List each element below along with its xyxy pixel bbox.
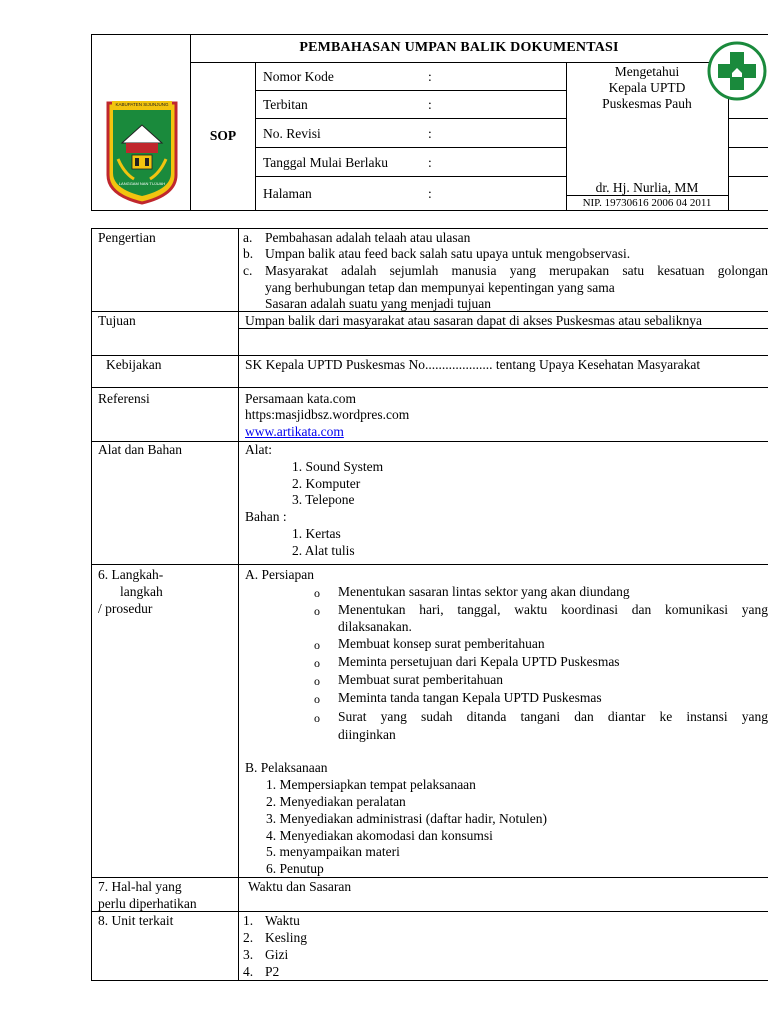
- field-label: Terbitan: [263, 97, 308, 112]
- list-marker: b.: [243, 246, 254, 261]
- list-marker: 3.: [243, 947, 254, 962]
- pelaksanaan-item: 5. menyampaikan materi: [266, 844, 400, 859]
- bullet-icon: o: [314, 586, 320, 600]
- pelaksanaan-item: 1. Mempersiapkan tempat pelaksanaan: [266, 777, 476, 792]
- document-title: PEMBAHASAN UMPAN BALIK DOKUMENTASI: [299, 40, 619, 55]
- list-marker: 2.: [243, 930, 254, 945]
- list-marker: c.: [243, 263, 253, 278]
- logo-top-text: KABUPATEN SIJUNJUNG: [115, 102, 169, 107]
- langkah-label-line1: 6. Langkah-: [98, 567, 164, 582]
- bullet-icon: o: [314, 674, 320, 688]
- persiapan-item-continuation: dilaksanakan.: [338, 619, 412, 634]
- regency-logo: [104, 99, 180, 205]
- referensi-line: https:masjidbsz.wordpres.com: [245, 407, 410, 422]
- list-item-continuation: yang berhubungan tetap dan mempunyai kepentingan yang sama: [265, 280, 615, 295]
- hal-hal-label-line2: perlu diperhatikan: [98, 896, 197, 911]
- field-colon: :: [428, 97, 432, 112]
- list-item: Masyarakat adalah sejumlah manusia yang merupakan satu kesatuan golongan: [265, 263, 768, 278]
- pelaksanaan-item: 4. Menyediakan akomodasi dan konsumsi: [266, 828, 493, 843]
- bullet-icon: o: [314, 656, 320, 670]
- approval-name: dr. Hj. Nurlia, MM: [595, 180, 699, 195]
- list-item: P2: [265, 964, 280, 979]
- alat-item: 1. Sound System: [292, 459, 384, 474]
- field-colon: :: [428, 126, 432, 141]
- unit-label: 8. Unit terkait: [98, 913, 174, 928]
- bullet-icon: o: [314, 692, 320, 706]
- persiapan-item: Menentukan sasaran lintas sektor yang akan diundang: [338, 584, 630, 599]
- field-label: Tanggal Mulai Berlaku: [263, 155, 389, 170]
- field-label: Halaman: [263, 186, 312, 201]
- kebijakan-text: SK Kepala UPTD Puskesmas No.................... tentang Upaya Kesehatan Masyarakat: [245, 357, 701, 372]
- alat-bahan-label: Alat dan Bahan: [98, 442, 182, 457]
- field-label: Nomor Kode: [263, 69, 334, 84]
- list-marker: 4.: [243, 964, 254, 979]
- referensi-line: Persamaan kata.com: [245, 391, 356, 406]
- tujuan-label: Tujuan: [98, 313, 136, 328]
- hal-hal-text: Waktu dan Sasaran: [248, 879, 352, 894]
- alat-item: 3. Telepone: [292, 492, 355, 507]
- persiapan-item: Membuat konsep surat pemberitahuan: [338, 636, 545, 651]
- pelaksanaan-title: B. Pelaksanaan: [245, 760, 328, 775]
- approval-line3: Puskesmas Pauh: [602, 96, 692, 111]
- persiapan-item: Membuat surat pemberitahuan: [338, 672, 503, 687]
- persiapan-item: Meminta tanda tangan Kepala UPTD Puskesmas: [338, 690, 602, 705]
- list-item: Kesling: [265, 930, 307, 945]
- bahan-item: 1. Kertas: [292, 526, 341, 541]
- sop-label: SOP: [209, 128, 237, 143]
- bullet-icon: o: [314, 711, 320, 725]
- field-colon: :: [428, 155, 432, 170]
- bahan-label: Bahan :: [245, 509, 287, 524]
- bahan-item: 2. Alat tulis: [292, 543, 355, 558]
- persiapan-item: Menentukan hari, tanggal, waktu koordinasi dan komunikasi yang: [338, 602, 768, 617]
- kebijakan-label: Kebijakan: [106, 357, 162, 372]
- pelaksanaan-item: 2. Menyediakan peralatan: [266, 794, 406, 809]
- approval-line1: Mengetahui: [614, 64, 680, 79]
- referensi-label: Referensi: [98, 391, 150, 406]
- approval-line2: Kepala UPTD: [608, 80, 686, 95]
- logo-bottom-text: LANGGAM NAN TUJUAH: [118, 181, 166, 186]
- list-item: Pembahasan adalah telaah atau ulasan: [265, 230, 471, 245]
- persiapan-item: Surat yang sudah ditanda tangani dan diantar ke instansi yang: [338, 709, 768, 724]
- pelaksanaan-item: 3. Menyediakan administrasi (daftar hadir, Notulen): [266, 811, 547, 826]
- langkah-label-line2: langkah: [120, 584, 163, 599]
- alat-label: Alat:: [245, 442, 272, 457]
- bullet-icon: o: [314, 638, 320, 652]
- field-colon: :: [428, 186, 432, 201]
- persiapan-item: Meminta persetujuan dari Kepala UPTD Puskesmas: [338, 654, 620, 669]
- bullet-icon: o: [314, 604, 320, 618]
- referensi-link[interactable]: www.artikata.com: [245, 424, 344, 439]
- list-item: Waktu: [265, 913, 300, 928]
- pengertian-label: Pengertian: [98, 230, 156, 245]
- list-item: Gizi: [265, 947, 289, 962]
- persiapan-title: A. Persiapan: [245, 567, 314, 582]
- field-colon: :: [428, 69, 432, 84]
- list-marker: a.: [243, 230, 253, 245]
- alat-item: 2. Komputer: [292, 476, 361, 491]
- hal-hal-label-line1: 7. Hal-hal yang: [98, 879, 182, 894]
- pelaksanaan-item: 6. Penutup: [266, 861, 324, 876]
- persiapan-item-continuation: diinginkan: [338, 727, 396, 742]
- langkah-label-line3: / prosedur: [98, 601, 153, 616]
- list-marker: 1.: [243, 913, 254, 928]
- tujuan-text: Umpan balik dari masyarakat atau sasaran dapat di akses Puskesmas atau sebaliknya: [245, 313, 702, 328]
- approval-nip: NIP. 19730616 2006 04 2011: [582, 197, 712, 209]
- field-label: No. Revisi: [263, 126, 321, 141]
- list-item: Umpan balik atau feed back salah satu upaya untuk mengobservasi.: [265, 246, 631, 261]
- pengertian-extra: Sasaran adalah suatu yang menjadi tujuan: [265, 296, 492, 311]
